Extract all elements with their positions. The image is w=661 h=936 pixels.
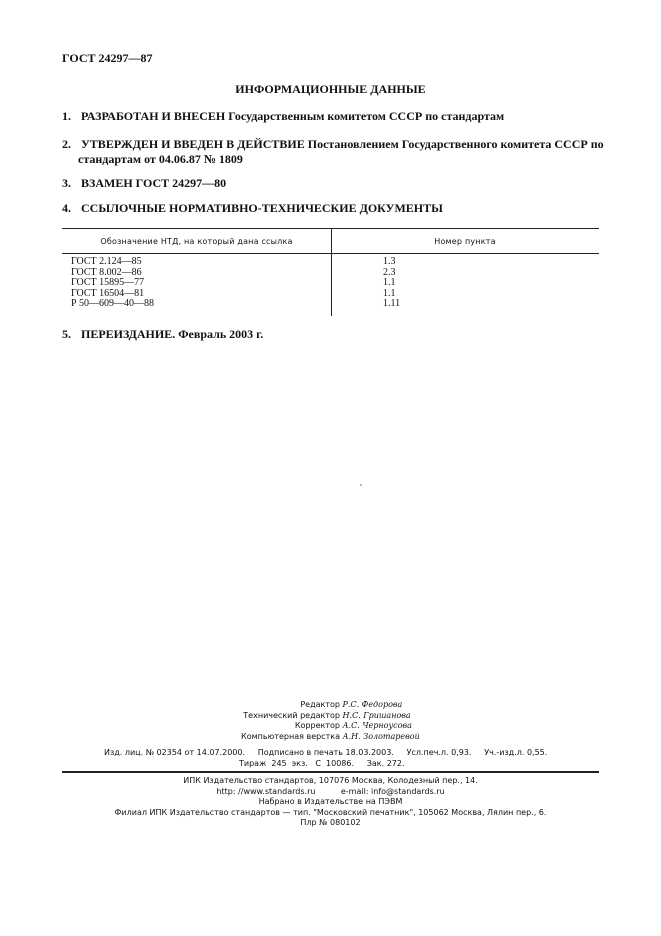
item-number: 3.	[62, 176, 71, 190]
publisher-line: http: //www.standards.ru e-mail: info@standards.ru	[216, 786, 445, 796]
credit-proofreader	[0, 721, 661, 732]
table-header-document: Обозначение НТД, на который дана ссылка	[100, 237, 293, 246]
info-item-reissue	[62, 327, 263, 342]
table-cell-clause: 1.1	[383, 277, 396, 288]
credit-role: Компьютерная верстка	[241, 731, 340, 741]
publisher-block	[0, 776, 661, 829]
document-code: ГОСТ 24297—87	[62, 51, 153, 65]
publisher-line: Набрано в Издательстве на ПЭВМ	[258, 797, 403, 806]
credit-name: А.С. Черноусова	[342, 721, 412, 730]
scan-speck	[360, 484, 362, 486]
credit-name: А.Н. Золотаревой	[342, 731, 420, 741]
table-cell-document: Р 50—609—40—88	[71, 298, 155, 309]
table-column-documents	[71, 257, 154, 310]
credit-editor	[0, 700, 661, 711]
item-label: ССЫЛОЧНЫЕ НОРМАТИВНО-ТЕХНИЧЕСКИЕ ДОКУМЕНТЫ	[81, 201, 443, 215]
item-number: 1.	[62, 109, 71, 123]
info-item-approved	[62, 137, 607, 167]
info-item-developed	[62, 109, 504, 124]
table-cell-clause: 1.11	[383, 298, 401, 309]
item-text: Февраль 2003 г.	[178, 327, 264, 341]
imprint-line: Изд. лиц. № 02354 от 14.07.2000. Подписано в печать 18.03.2003. Усл.печ.л. 0,93. Уч.-изд.л. 0,55.	[104, 748, 548, 757]
publisher-line: ИПК Издательство стандартов, 107076 Москва, Колодезный пер., 14.	[183, 776, 478, 785]
table-cell-document: ГОСТ 8.002—86	[71, 266, 142, 278]
item-label: РАЗРАБОТАН И ВНЕСЕН	[81, 109, 226, 123]
table-column-clauses	[383, 257, 400, 310]
item-label: ПЕРЕИЗДАНИЕ.	[81, 327, 176, 341]
publisher-line: Филиал ИПК Издательство стандартов — тип. "Московский печатник", 105062 Москва, Лялин пер., 6.	[114, 807, 547, 817]
credit-layout	[0, 732, 661, 743]
info-item-references	[62, 201, 443, 216]
item-label: ВЗАМЕН ГОСТ 24297—80	[81, 176, 227, 190]
item-text: Государственным комитетом СССР по стандартам	[228, 109, 505, 123]
info-item-replaces	[62, 176, 226, 191]
table-cell-clause: 1.1	[383, 287, 396, 299]
credit-role: Технический редактор	[243, 710, 340, 720]
imprint-block	[104, 748, 547, 769]
credit-role: Редактор	[300, 700, 340, 709]
table-cell-clause: 2.3	[383, 266, 396, 278]
table-cell-document: ГОСТ 16504—81	[71, 287, 145, 299]
table-cell-document: ГОСТ 15895—77	[71, 277, 145, 288]
footer-rule	[62, 771, 599, 773]
credits-block	[0, 700, 661, 742]
credit-tech-editor	[0, 711, 661, 722]
item-number: 2.	[62, 137, 71, 151]
credit-name: Н.С. Гришанова	[342, 710, 411, 720]
credit-name: Р.С. Федорова	[342, 700, 403, 709]
publisher-line: Плр № 080102	[300, 818, 361, 827]
item-number: 5.	[62, 327, 71, 341]
item-label: УТВЕРЖДЕН И ВВЕДЕН В ДЕЙСТВИЕ	[81, 137, 305, 151]
table-cell-clause: 1.3	[383, 256, 396, 267]
table-header-clause: Номер пункта	[434, 237, 496, 246]
section-heading: ИНФОРМАЦИОННЫЕ ДАННЫЕ	[235, 82, 426, 96]
imprint-line: Тираж 245 экз. С 10086. Зак. 272.	[239, 758, 405, 768]
credit-role: Корректор	[294, 721, 340, 730]
item-text: Постановлением Государственного комитета СССР по	[307, 137, 604, 151]
item-text-continued: стандартам от 04.06.87 № 1809	[78, 152, 243, 166]
item-number: 4.	[62, 201, 71, 215]
table-cell-document: ГОСТ 2.124—85	[71, 256, 142, 267]
